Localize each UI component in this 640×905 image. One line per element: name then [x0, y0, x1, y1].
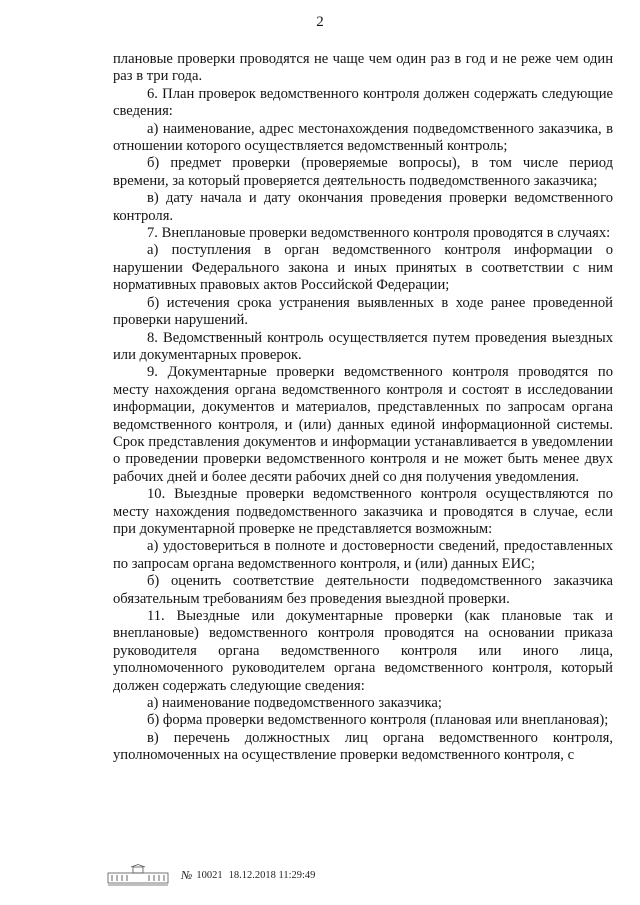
paragraph: а) удостовериться в полноте и достоверности сведений, предоставленных по запросам органа ведомственного контроля, и (или) данных ЕИС; — [113, 538, 613, 572]
paragraph: б) предмет проверки (проверяемые вопросы), в том числе период времени, за который проверяется деятельность подведомственного заказчика; — [113, 155, 613, 189]
number-sign: № — [181, 867, 193, 882]
paragraph: в) дату начала и дату окончания проведения проверки ведомственного контроля. — [113, 190, 613, 224]
document-body — [113, 51, 613, 765]
paragraph: б) оценить соответствие деятельности подведомственного заказчика обязательным требованиям без проведения выездной проверки. — [113, 573, 613, 607]
paragraph: а) наименование, адрес местонахождения подведомственного заказчика, в отношении которого осуществляется ведомственный контроль; — [113, 120, 613, 155]
paragraph: б) истечения срока устранения выявленных в ходе ранее проведенной проверки нарушений. — [113, 294, 613, 329]
paragraph: б) форма проверки ведомственного контроля (плановая или внеплановая); — [147, 712, 609, 729]
paragraph: а) поступления в орган ведомственного контроля информации о нарушении Федерального закона и иных принятых в соответствии с ним нормативных правовых актов Российской Федерации; — [113, 242, 613, 294]
page-number: 2 — [316, 14, 324, 30]
registration-timestamp: 18.12.2018 11:29:49 — [228, 869, 316, 881]
paragraph: а) наименование подведомственного заказчика; — [147, 695, 442, 712]
paragraph: 8. Ведомственный контроль осуществляется путем проведения выездных или документарных проверок. — [113, 329, 613, 363]
paragraph: плановые проверки проводятся не чаще чем один раз в год и не реже чем один раз в три года. — [113, 51, 613, 85]
registry-building-stamp-icon — [107, 864, 169, 886]
paragraph: в) перечень должностных лиц органа ведомственного контроля, уполномоченных на осуществление проверки ведомственного контроля, с — [113, 729, 613, 764]
paragraph: 9. Документарные проверки ведомственного контроля проводятся по месту нахождения органа ведомственного контроля и состоят в исследовании информации, документов и материалов, представленных по запросам органа ведомственного контроля, и (или) данных единой информационной системы. Срок представления документов и информации устанавливается в уведомлении о проведении проверки ведомственного контроля и не может быть менее двух рабочих дней и более десяти рабочих дней со дня получения уведомления. — [113, 364, 613, 485]
paragraph: 7. Внеплановые проверки ведомственного контроля проводятся в случаях: — [147, 225, 611, 242]
paragraph: 11. Выездные или документарные проверки (как плановые так и внеплановые) ведомственного контроля проводятся на основании приказа руководителя органа ведомственного контроля или иного лица, уполномоченного руководителем органа ведомственного контроля, который должен содержать следующие сведения: — [113, 608, 613, 694]
paragraph: 6. План проверок ведомственного контроля должен содержать следующие сведения: — [113, 85, 613, 120]
registration-footer — [107, 864, 315, 886]
document-number: 10021 — [196, 869, 223, 881]
paragraph: 10. Выездные проверки ведомственного контроля осуществляются по месту нахождения подведомственного заказчика и проводятся в случае, если при документарной проверке не представляется возможным: — [113, 486, 613, 537]
